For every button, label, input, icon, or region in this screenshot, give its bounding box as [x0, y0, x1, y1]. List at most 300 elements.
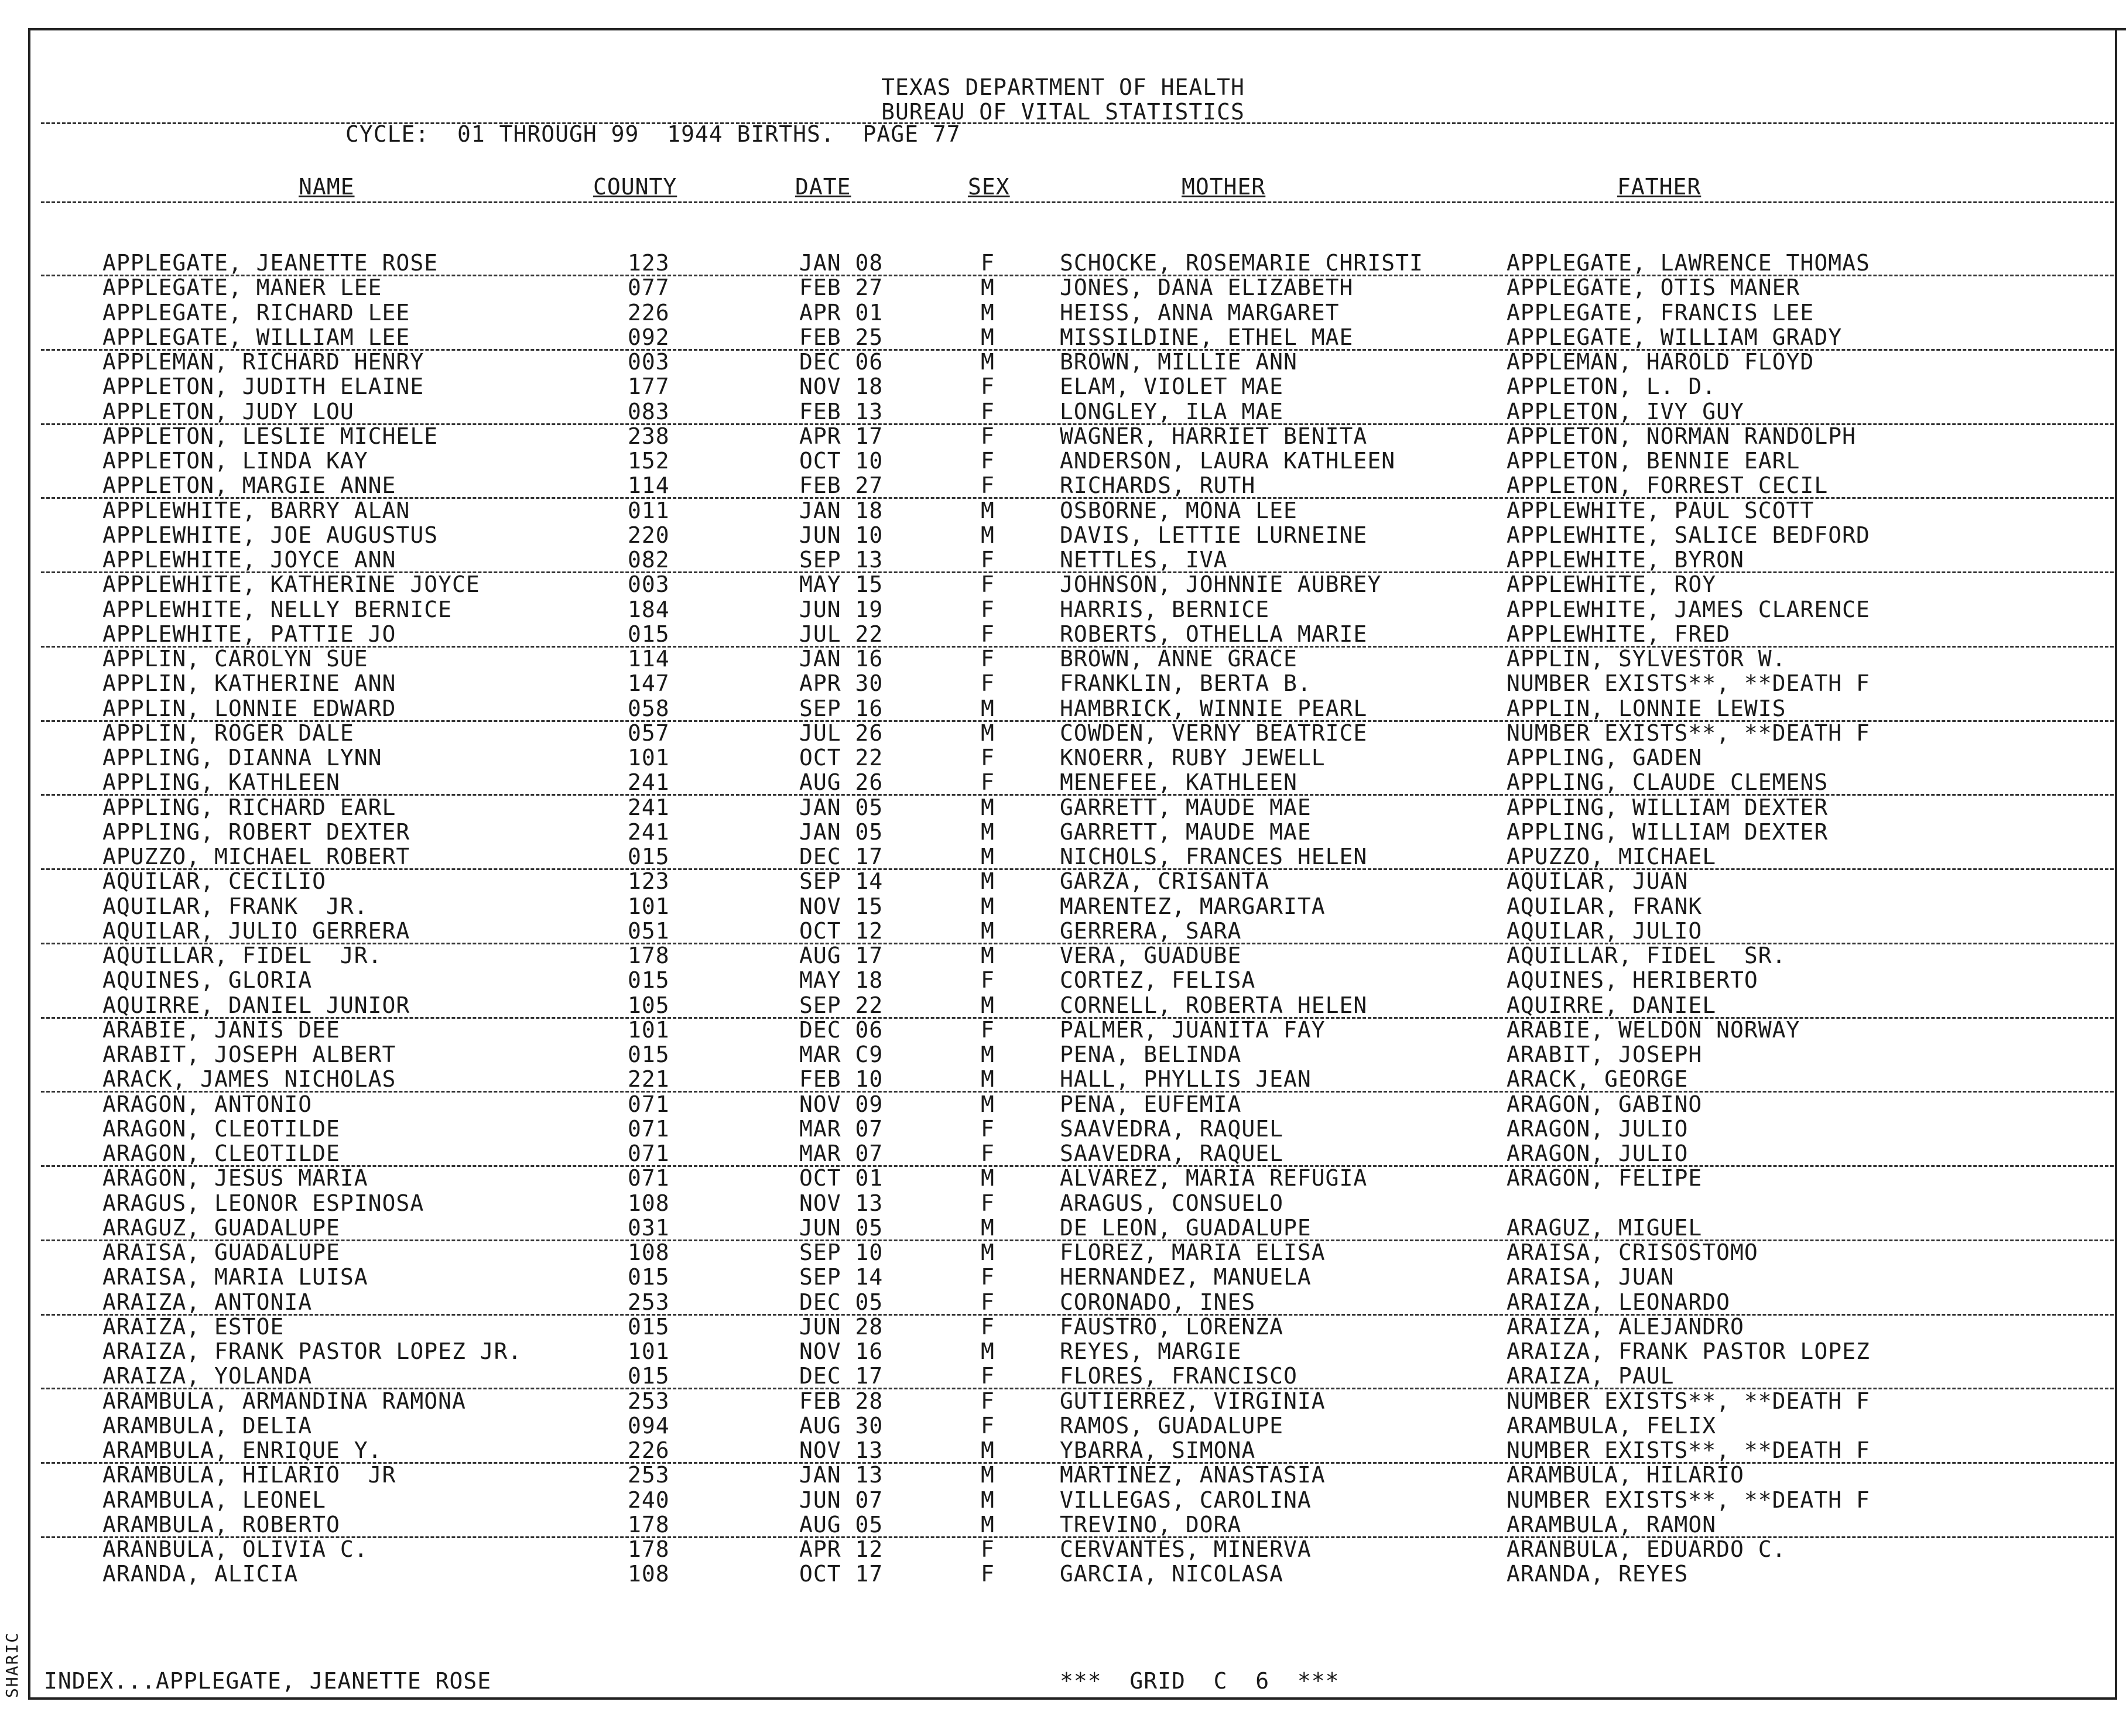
cell-father: APPLEWHITE, ROY — [1507, 571, 1717, 598]
cell-county: 238 — [628, 423, 670, 449]
cell-father: ARABIE, WELDON NORWAY — [1507, 1016, 1800, 1043]
cell-mother: GARRETT, MAUDE MAE — [1060, 819, 1312, 845]
table-row — [0, 424, 2126, 448]
cell-sex: M — [981, 1239, 995, 1265]
cell-mother: VERA, GUADUBE — [1060, 943, 1242, 968]
cell-mother: NETTLES, IVA — [1060, 547, 1228, 573]
cell-sex: M — [981, 324, 995, 350]
table-row — [0, 721, 2126, 745]
cell-county: 011 — [628, 497, 670, 523]
cell-mother: MISSILDINE, ETHEL MAE — [1060, 324, 1354, 350]
table-row — [0, 1339, 2126, 1364]
cell-date: APR 30 — [799, 670, 884, 697]
table-row — [0, 671, 2126, 696]
cell-date: AUG 17 — [799, 943, 884, 968]
cell-mother: OSBORNE, MONA LEE — [1060, 497, 1297, 523]
cell-county: 101 — [628, 1016, 670, 1043]
column-header-sex: SEX — [968, 174, 1010, 200]
table-row — [0, 1265, 2126, 1289]
cell-county: 240 — [628, 1487, 670, 1513]
cell-mother: PENA, BELINDA — [1060, 1042, 1242, 1067]
cell-father: ARAGON, JULIO — [1507, 1141, 1689, 1166]
cell-sex: M — [981, 917, 995, 944]
cell-sex: F — [981, 769, 995, 796]
cell-county: 101 — [628, 893, 670, 919]
cell-date: FEB 13 — [799, 398, 884, 424]
cell-sex: F — [981, 967, 995, 994]
cell-mother: MARENTEZ, MARGARITA — [1060, 893, 1326, 919]
cell-county: 253 — [628, 1462, 670, 1488]
cell-sex: F — [981, 398, 995, 424]
cell-name: APPLETON, JUDY LOU — [102, 398, 354, 424]
cell-name: ARAIZA, YOLANDA — [102, 1363, 313, 1389]
cell-name: ARAGON, ANTONIO — [102, 1091, 313, 1117]
cell-mother: GARRETT, MAUDE MAE — [1060, 794, 1312, 820]
cell-date: OCT 22 — [799, 745, 884, 771]
table-row — [0, 547, 2126, 572]
cell-county: 092 — [628, 324, 670, 350]
cell-sex: M — [981, 844, 995, 869]
cell-father: ARACK, GEORGE — [1507, 1066, 1689, 1093]
cell-date: DEC 17 — [799, 844, 884, 869]
cell-county: 051 — [628, 917, 670, 944]
table-row — [0, 1512, 2126, 1537]
cell-date: FEB 10 — [799, 1066, 884, 1093]
cell-date: JUN 07 — [799, 1487, 884, 1513]
cell-father: NUMBER EXISTS**, **DEATH F — [1507, 1487, 1870, 1513]
cell-father: ARAGON, JULIO — [1507, 1115, 1689, 1142]
cell-father: APPLIN, LONNIE LEWIS — [1507, 695, 1786, 721]
cell-mother: VILLEGAS, CAROLINA — [1060, 1487, 1312, 1513]
cell-mother: HAMBRICK, WINNIE PEARL — [1060, 695, 1368, 721]
cell-date: NOV 15 — [799, 893, 884, 919]
cell-mother: ANDERSON, LAURA KATHLEEN — [1060, 448, 1396, 474]
cell-mother: SAAVEDRA, RAQUEL — [1060, 1141, 1284, 1166]
bureau-title: BUREAU OF VITAL STATISTICS — [881, 99, 1245, 125]
cell-date: DEC 17 — [799, 1363, 884, 1389]
cell-father: AQUILAR, JULIO — [1507, 917, 1703, 944]
cell-name: ARAMBULA, ARMANDINA RAMONA — [102, 1388, 466, 1414]
table-row — [0, 350, 2126, 374]
cell-father: ARABIT, JOSEPH — [1507, 1042, 1703, 1067]
cell-date: JAN 05 — [799, 819, 884, 845]
cell-mother: GERRERA, SARA — [1060, 917, 1242, 944]
cell-name: APPLEWHITE, NELLY BERNICE — [102, 596, 452, 622]
table-row — [0, 399, 2126, 424]
cell-sex: M — [981, 1091, 995, 1117]
cell-mother: ALVAREZ, MARIA REFUGIA — [1060, 1165, 1368, 1191]
cell-county: 071 — [628, 1091, 670, 1117]
cell-sex: F — [981, 621, 995, 647]
cell-mother: JOHNSON, JOHNNIE AUBREY — [1060, 571, 1382, 598]
cell-county: 123 — [628, 250, 670, 276]
cell-date: OCT 17 — [799, 1561, 884, 1587]
cell-sex: F — [981, 1141, 995, 1166]
cell-county: 108 — [628, 1239, 670, 1265]
cell-county: 253 — [628, 1289, 670, 1315]
cell-father: ARAMBULA, RAMON — [1507, 1511, 1717, 1538]
cell-sex: F — [981, 1115, 995, 1142]
cell-sex: F — [981, 1536, 995, 1562]
cell-date: SEP 13 — [799, 547, 884, 573]
cell-county: 178 — [628, 1536, 670, 1562]
cell-name: APPLEMAN, RICHARD HENRY — [102, 349, 424, 375]
cell-sex: M — [981, 1487, 995, 1513]
cell-mother: BROWN, MILLIE ANN — [1060, 349, 1297, 375]
table-row — [0, 943, 2126, 968]
cell-father: ARAIZA, FRANK PASTOR LOPEZ — [1507, 1338, 1870, 1364]
table-row — [0, 1092, 2126, 1117]
cell-mother: DE LEON, GUADALUPE — [1060, 1214, 1312, 1241]
cell-county: 178 — [628, 1511, 670, 1538]
cell-name: ARAMBULA, HILARIO JR — [102, 1462, 396, 1488]
cell-sex: M — [981, 893, 995, 919]
cell-date: SEP 22 — [799, 992, 884, 1018]
table-row — [0, 1488, 2126, 1512]
cell-sex: F — [981, 547, 995, 573]
cell-father: APPLEWHITE, SALICE BEDFORD — [1507, 522, 1870, 548]
cell-date: DEC 05 — [799, 1289, 884, 1315]
cell-sex: M — [981, 497, 995, 523]
column-header-date: DATE — [795, 174, 851, 200]
cell-county: 094 — [628, 1412, 670, 1439]
column-header-name: NAME — [299, 174, 355, 200]
cell-father: APPLETON, BENNIE EARL — [1507, 448, 1800, 474]
cell-name: ARAGUZ, GUADALUPE — [102, 1214, 340, 1241]
cell-father: AQUILLAR, FIDEL SR. — [1507, 943, 1786, 968]
cell-name: APPLETON, JUDITH ELAINE — [102, 374, 424, 400]
cell-mother: HARRIS, BERNICE — [1060, 596, 1270, 622]
table-row — [0, 696, 2126, 721]
cell-date: JUL 22 — [799, 621, 884, 647]
cell-county: 101 — [628, 1338, 670, 1364]
cell-sex: M — [981, 1066, 995, 1093]
cell-date: OCT 12 — [799, 917, 884, 944]
cell-county: 082 — [628, 547, 670, 573]
cell-date: SEP 10 — [799, 1239, 884, 1265]
cell-father: AQUINES, HERIBERTO — [1507, 967, 1758, 994]
cell-sex: F — [981, 596, 995, 622]
cell-sex: M — [981, 522, 995, 548]
cell-name: APPLIN, LONNIE EDWARD — [102, 695, 396, 721]
cell-county: 221 — [628, 1066, 670, 1093]
cell-name: APPLEWHITE, JOYCE ANN — [102, 547, 396, 573]
cell-county: 058 — [628, 695, 670, 721]
cell-county: 220 — [628, 522, 670, 548]
cell-father: ARAGON, FELIPE — [1507, 1165, 1703, 1191]
table-row — [0, 1389, 2126, 1413]
table-row — [0, 993, 2126, 1018]
cell-father: ARAISA, CRISOSTOMO — [1507, 1239, 1758, 1265]
table-row — [0, 770, 2126, 795]
cell-sex: M — [981, 992, 995, 1018]
cell-mother: LONGLEY, ILA MAE — [1060, 398, 1284, 424]
cell-date: OCT 10 — [799, 448, 884, 474]
cell-name: APPLETON, LINDA KAY — [102, 448, 368, 474]
cell-father: ARAIZA, PAUL — [1507, 1363, 1675, 1389]
cell-county: 015 — [628, 1313, 670, 1340]
cell-mother: WAGNER, HARRIET BENITA — [1060, 423, 1368, 449]
cell-father: APPLEWHITE, PAUL SCOTT — [1507, 497, 1815, 523]
cell-date: FEB 28 — [799, 1388, 884, 1414]
cell-date: AUG 30 — [799, 1412, 884, 1439]
table-row — [0, 1067, 2126, 1091]
cell-father: NUMBER EXISTS**, **DEATH F — [1507, 1437, 1870, 1463]
cell-mother: COWDEN, VERNY BEATRICE — [1060, 720, 1368, 746]
cell-date: JUN 19 — [799, 596, 884, 622]
column-header-county: COUNTY — [593, 174, 677, 200]
table-row — [0, 1042, 2126, 1067]
cell-name: AQUINES, GLORIA — [102, 967, 313, 994]
cell-name: ARABIT, JOSEPH ALBERT — [102, 1042, 396, 1067]
table-row — [0, 646, 2126, 671]
cell-father: APPLETON, FORREST CECIL — [1507, 472, 1829, 499]
cell-father: APPLEWHITE, FRED — [1507, 621, 1731, 647]
cell-date: JAN 13 — [799, 1462, 884, 1488]
cell-county: 253 — [628, 1388, 670, 1414]
cell-father: APPLEMAN, HAROLD FLOYD — [1507, 349, 1815, 375]
cell-name: ARABIE, JANIS DEE — [102, 1016, 340, 1043]
cell-mother: MARTINEZ, ANASTASIA — [1060, 1462, 1326, 1488]
cell-date: SEP 14 — [799, 1264, 884, 1290]
cell-father: ARAMBULA, FELIX — [1507, 1412, 1717, 1439]
cell-sex: F — [981, 448, 995, 474]
cell-mother: HERNANDEZ, MANUELA — [1060, 1264, 1312, 1290]
agency-title: TEXAS DEPARTMENT OF HEALTH — [881, 74, 1245, 100]
cell-date: NOV 18 — [799, 374, 884, 400]
cell-sex: F — [981, 745, 995, 771]
cell-mother: ROBERTS, OTHELLA MARIE — [1060, 621, 1368, 647]
table-row — [0, 869, 2126, 893]
cell-father: APPLING, WILLIAM DEXTER — [1507, 794, 1829, 820]
cell-name: APPLIN, KATHERINE ANN — [102, 670, 396, 697]
cell-sex: F — [981, 472, 995, 499]
cell-father: AQUILAR, FRANK — [1507, 893, 1703, 919]
cell-sex: M — [981, 720, 995, 746]
cell-father: NUMBER EXISTS**, **DEATH F — [1507, 720, 1870, 746]
cell-father: APPLEGATE, WILLIAM GRADY — [1507, 324, 1843, 350]
cell-county: 241 — [628, 769, 670, 796]
cell-sex: M — [981, 1462, 995, 1488]
table-row — [0, 1117, 2126, 1141]
cell-name: ARAMBULA, ENRIQUE Y. — [102, 1437, 382, 1463]
cell-county: 105 — [628, 992, 670, 1018]
cell-mother: YBARRA, SIMONA — [1060, 1437, 1256, 1463]
cell-date: JUN 05 — [799, 1214, 884, 1241]
table-row — [0, 1537, 2126, 1562]
table-row — [0, 844, 2126, 869]
cell-county: 184 — [628, 596, 670, 622]
cell-name: ARAGUS, LEONOR ESPINOSA — [102, 1190, 424, 1216]
column-header-mother: MOTHER — [1182, 174, 1266, 200]
cell-mother: PALMER, JUANITA FAY — [1060, 1016, 1326, 1043]
cell-father: NUMBER EXISTS**, **DEATH F — [1507, 1388, 1870, 1414]
cell-date: APR 17 — [799, 423, 884, 449]
cell-county: 177 — [628, 374, 670, 400]
cell-mother: SCHOCKE, ROSEMARIE CHRISTI — [1060, 250, 1423, 276]
cell-name: APPLETON, MARGIE ANNE — [102, 472, 396, 499]
cell-father: AQUILAR, JUAN — [1507, 868, 1689, 895]
cell-county: 101 — [628, 745, 670, 771]
cell-county: 241 — [628, 819, 670, 845]
cell-name: AQUILAR, CECILIO — [102, 868, 327, 895]
cell-mother: CORNELL, ROBERTA HELEN — [1060, 992, 1368, 1018]
cell-date: NOV 13 — [799, 1190, 884, 1216]
cell-name: ARAIZA, FRANK PASTOR LOPEZ JR. — [102, 1338, 522, 1364]
cell-name: ARAGON, JESUS MARIA — [102, 1165, 368, 1191]
cell-sex: F — [981, 1388, 995, 1414]
cell-sex: F — [981, 1190, 995, 1216]
cell-name: ARAMBULA, ROBERTO — [102, 1511, 340, 1538]
cell-date: DEC 06 — [799, 349, 884, 375]
cell-county: 015 — [628, 844, 670, 869]
cell-sex: F — [981, 670, 995, 697]
cell-name: ARAIZA, ANTONIA — [102, 1289, 313, 1315]
cell-date: NOV 09 — [799, 1091, 884, 1117]
cell-name: APPLEGATE, MANER LEE — [102, 275, 382, 301]
table-row — [0, 1240, 2126, 1265]
table-row — [0, 745, 2126, 770]
cell-name: APPLEWHITE, BARRY ALAN — [102, 497, 410, 523]
cell-name: APPLETON, LESLIE MICHELE — [102, 423, 439, 449]
cell-date: APR 12 — [799, 1536, 884, 1562]
cell-father: APPLEWHITE, BYRON — [1507, 547, 1744, 573]
cell-county: 108 — [628, 1190, 670, 1216]
table-row — [0, 1438, 2126, 1463]
cell-sex: M — [981, 1214, 995, 1241]
cell-county: 015 — [628, 621, 670, 647]
cell-date: JUN 28 — [799, 1313, 884, 1340]
cell-name: APPLEWHITE, KATHERINE JOYCE — [102, 571, 480, 598]
table-row — [0, 1215, 2126, 1240]
table-row — [0, 251, 2126, 275]
cell-name: AQUILAR, JULIO GERRERA — [102, 917, 410, 944]
cell-county: 015 — [628, 967, 670, 994]
cell-sex: F — [981, 1289, 995, 1315]
cell-date: FEB 27 — [799, 472, 884, 499]
cell-sex: M — [981, 1437, 995, 1463]
cell-mother: FLORES, FRANCISCO — [1060, 1363, 1297, 1389]
cell-sex: F — [981, 1016, 995, 1043]
cell-father: APPLETON, NORMAN RANDOLPH — [1507, 423, 1856, 449]
cell-county: 147 — [628, 670, 670, 697]
table-row — [0, 275, 2126, 300]
cell-date: JAN 16 — [799, 646, 884, 672]
cell-name: APPLING, DIANNA LYNN — [102, 745, 382, 771]
cell-date: NOV 13 — [799, 1437, 884, 1463]
table-row — [0, 1191, 2126, 1215]
cell-county: 241 — [628, 794, 670, 820]
cell-father: APPLETON, IVY GUY — [1507, 398, 1744, 424]
cell-name: APPLEGATE, JEANETTE ROSE — [102, 250, 439, 276]
cell-mother: FLOREZ, MARIA ELISA — [1060, 1239, 1326, 1265]
cell-name: ARAISA, GUADALUPE — [102, 1239, 340, 1265]
cell-sex: M — [981, 349, 995, 375]
cell-mother: HALL, PHYLLIS JEAN — [1060, 1066, 1312, 1093]
cell-father: APPLEGATE, OTIS MANER — [1507, 275, 1800, 301]
cell-father: ARAMBULA, HILARIO — [1507, 1462, 1744, 1488]
cell-sex: M — [981, 794, 995, 820]
cell-county: 114 — [628, 646, 670, 672]
cell-date: DEC 06 — [799, 1016, 884, 1043]
cell-date: AUG 05 — [799, 1511, 884, 1538]
cell-mother: NICHOLS, FRANCES HELEN — [1060, 844, 1368, 869]
cell-father: NUMBER EXISTS**, **DEATH F — [1507, 670, 1870, 697]
cell-date: MAR 07 — [799, 1115, 884, 1142]
cell-name: APPLEWHITE, PATTIE JO — [102, 621, 396, 647]
cell-father: APPLEGATE, FRANCIS LEE — [1507, 299, 1815, 326]
cell-county: 114 — [628, 472, 670, 499]
table-row — [0, 894, 2126, 919]
cell-name: ARAMBULA, LEONEL — [102, 1487, 327, 1513]
table-row — [0, 300, 2126, 325]
cell-name: ARAGON, CLEOTILDE — [102, 1115, 340, 1142]
cell-date: FEB 25 — [799, 324, 884, 350]
cell-county: 015 — [628, 1363, 670, 1389]
cell-mother: CERVANTES, MINERVA — [1060, 1536, 1312, 1562]
cell-name: APPLEWHITE, JOE AUGUSTUS — [102, 522, 439, 548]
cell-date: JAN 18 — [799, 497, 884, 523]
cell-sex: M — [981, 1042, 995, 1067]
cell-sex: M — [981, 275, 995, 301]
table-row — [0, 523, 2126, 547]
table-row — [0, 1314, 2126, 1339]
cell-date: JUL 26 — [799, 720, 884, 746]
cell-date: OCT 01 — [799, 1165, 884, 1191]
cell-father: APPLING, CLAUDE CLEMENS — [1507, 769, 1829, 796]
cell-sex: F — [981, 1561, 995, 1587]
cell-sex: M — [981, 695, 995, 721]
cell-sex: M — [981, 943, 995, 968]
cell-date: NOV 16 — [799, 1338, 884, 1364]
cell-name: AQUIRRE, DANIEL JUNIOR — [102, 992, 410, 1018]
cell-mother: BROWN, ANNE GRACE — [1060, 646, 1297, 672]
cell-name: APPLING, KATHLEEN — [102, 769, 340, 796]
cell-date: JUN 10 — [799, 522, 884, 548]
cell-sex: F — [981, 646, 995, 672]
table-row — [0, 919, 2126, 943]
cell-father: ARAGON, GABINO — [1507, 1091, 1703, 1117]
cycle-line: CYCLE: 01 THROUGH 99 1944 BIRTHS. PAGE 77 — [345, 121, 961, 147]
cell-county: 015 — [628, 1042, 670, 1067]
table-row — [0, 597, 2126, 622]
cell-sex: F — [981, 1264, 995, 1290]
cell-mother: JONES, DANA ELIZABETH — [1060, 275, 1354, 301]
cell-mother: GARCIA, NICOLASA — [1060, 1561, 1284, 1587]
cell-sex: M — [981, 819, 995, 845]
cell-father: ARAIZA, ALEJANDRO — [1507, 1313, 1744, 1340]
cell-father: AQUIRRE, DANIEL — [1507, 992, 1717, 1018]
cell-mother: REYES, MARGIE — [1060, 1338, 1242, 1364]
cell-name: APPLING, ROBERT DEXTER — [102, 819, 410, 845]
side-mark: SHARIC — [2, 1631, 22, 1698]
cell-county: 015 — [628, 1264, 670, 1290]
cell-county: 057 — [628, 720, 670, 746]
table-row — [0, 622, 2126, 646]
cell-date: JAN 05 — [799, 794, 884, 820]
cell-mother: FAUSTRO, LORENZA — [1060, 1313, 1284, 1340]
cell-mother: ARAGUS, CONSUELO — [1060, 1190, 1284, 1216]
cell-mother: RICHARDS, RUTH — [1060, 472, 1256, 499]
cell-father: APPLEWHITE, JAMES CLARENCE — [1507, 596, 1870, 622]
table-row — [0, 1463, 2126, 1487]
table-row — [0, 374, 2126, 399]
cell-name: AQUILLAR, FIDEL JR. — [102, 943, 382, 968]
cell-county: 123 — [628, 868, 670, 895]
cell-date: APR 01 — [799, 299, 884, 326]
table-row — [0, 1018, 2126, 1042]
table-row — [0, 1562, 2126, 1586]
